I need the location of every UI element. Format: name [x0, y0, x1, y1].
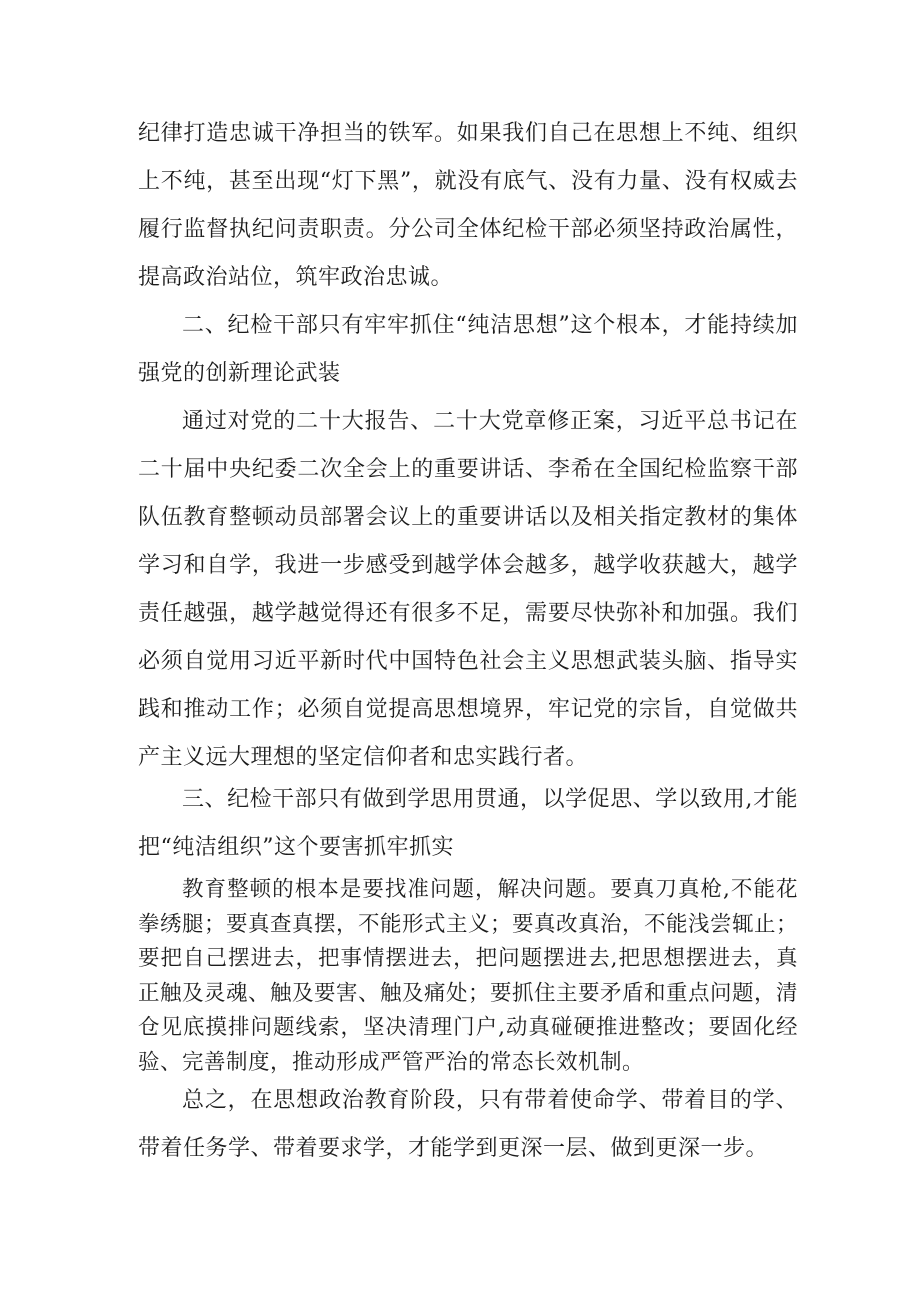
section-heading-3: 三、纪检干部只有做到学思用贯通，以学促思、学以致用,才能把“纯洁组织”这个要害抓牢抓实 — [138, 787, 798, 860]
body-paragraph: 通过对党的二十大报告、二十大党章修正案，习近平总书记在二十届中央纪委二次全会上的重要讲话、李希在全国纪检监察干部队伍教育整顿动员部署会议上的重要讲话以及相关指定教材的集体学习和自学，我进一步感受到越学体会越多，越学收获越大，越学责任越强，越学越觉得还有很多不足，需要尽快弥补和加强。我们必须自觉用习近平新时代中国特色社会主义思想武装头脑、指导实践和推动工作；必须自觉提高思想境界，牢记党的宗旨，自觉做共产主义远大理想的坚定信仰者和忠实践行者。 — [138, 409, 798, 770]
conclusion-paragraph: 总之，在思想政治教育阶段，只有带着使命学、带着目的学、带着任务学、带着要求学，才能学到更深一层、做到更深一步。 — [138, 1088, 798, 1161]
body-paragraph-continued: 纪律打造忠诚干净担当的铁军。如果我们自己在思想上不纯、组织上不纯，甚至出现“灯下黑”，就没有底气、没有力量、没有权威去履行监督执纪问责职责。分公司全体纪检干部必须坚持政治属性，提高政治站位，筑牢政治忠诚。 — [138, 121, 798, 290]
body-paragraph: 教育整顿的根本是要找准问题，解决问题。要真刀真枪,不能花拳绣腿；要真查真摆，不能形式主义；要真改真治，不能浅尝辄止；要把自己摆进去，把事情摆进去，把问题摆进去,把思想摆进去，真正触及灵魂、触及要害、触及痛处；要抓住主要矛盾和重点问题，清仓见底摸排问题线索，坚决清理门户,动真碰硬推进整改；要固化经验、完善制度，推动形成严管严治的常态长效机制。 — [138, 877, 799, 1075]
section-heading-2: 二、纪检干部只有牢牢抓住“纯洁思想”这个根本，才能持续加强党的创新理论武装 — [138, 313, 798, 386]
